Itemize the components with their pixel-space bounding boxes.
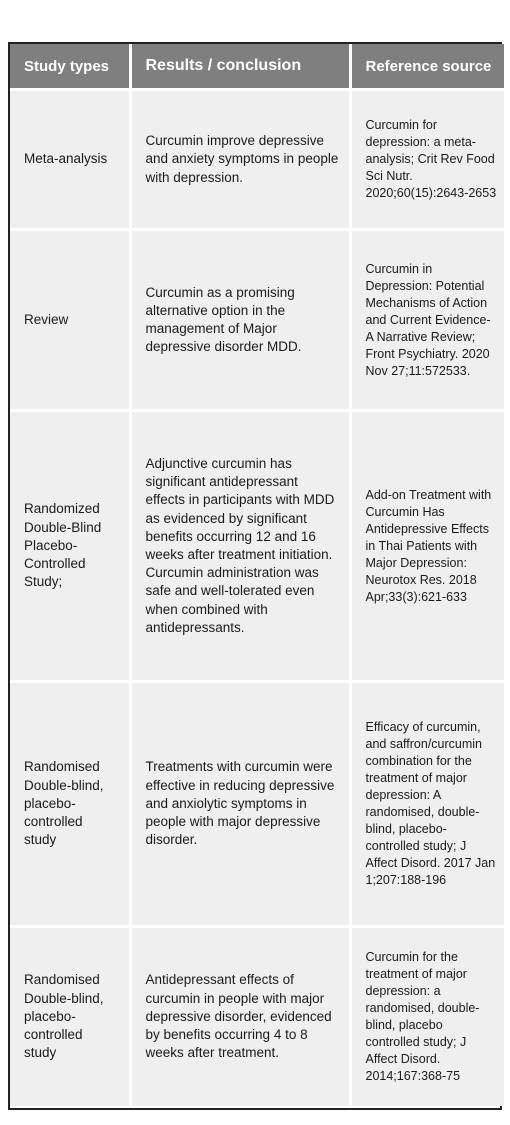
table-row [10,682,504,927]
study-table-frame [8,42,502,1110]
table-row [10,927,504,1107]
reference-cell: Curcumin for the treatment of major depression: a randomised, double-blind, placebo controlled study; J Affect Disord. 2014;167:368-75 [350,927,504,1107]
table-header-row [10,44,504,90]
reference-cell: Efficacy of curcumin, and saffron/curcumin combination for the treatment of major depression: A randomised, double-blind, placebo-controlled study; J Affect Disord. 2017 Jan 1;207:188-196 [350,682,504,927]
reference-cell: Curcumin in Depression: Potential Mechanisms of Action and Current Evidence-A Narrative Review; Front Psychiatry. 2020 Nov 27;11:572533. [350,230,504,411]
study-type-cell: Randomised Double-blind, placebo-controlled study [10,927,130,1107]
study-type-cell: Randomized Double-Blind Placebo-Controlled Study; [10,411,130,682]
result-cell: Antidepressant effects of curcumin in people with major depressive disorder, evidenced by benefits occurring 4 to 8 weeks after treatment. [130,927,350,1107]
table-row [10,90,504,230]
study-type-cell: Review [10,230,130,411]
header-study-types: Study types [10,44,130,90]
table-row [10,411,504,682]
study-type-cell: Meta-analysis [10,90,130,230]
result-cell: Curcumin as a promising alternative option in the management of Major depressive disorder MDD. [130,230,350,411]
header-reference-source: Reference source [350,44,504,90]
header-results-conclusion: Results / conclusion [130,44,350,90]
study-table [10,44,504,1106]
reference-cell: Curcumin for depression: a meta-analysis; Crit Rev Food Sci Nutr. 2020;60(15):2643-2653 [350,90,504,230]
reference-cell: Add-on Treatment with Curcumin Has Antidepressive Effects in Thai Patients with Major Depression: Neurotox Res. 2018 Apr;33(3):621-633 [350,411,504,682]
table-row [10,230,504,411]
study-type-cell: Randomised Double-blind, placebo-controlled study [10,682,130,927]
result-cell: Treatments with curcumin were effective in reducing depressive and anxiolytic symptoms in people with major depressive disorder. [130,682,350,927]
result-cell: Adjunctive curcumin has significant antidepressant effects in participants with MDD as evidenced by significant benefits occurring 12 and 16 weeks after treatment initiation. Curcumin administration was safe and well-tolerated even when combined with antidepressants. [130,411,350,682]
result-cell: Curcumin improve depressive and anxiety symptoms in people with depression. [130,90,350,230]
